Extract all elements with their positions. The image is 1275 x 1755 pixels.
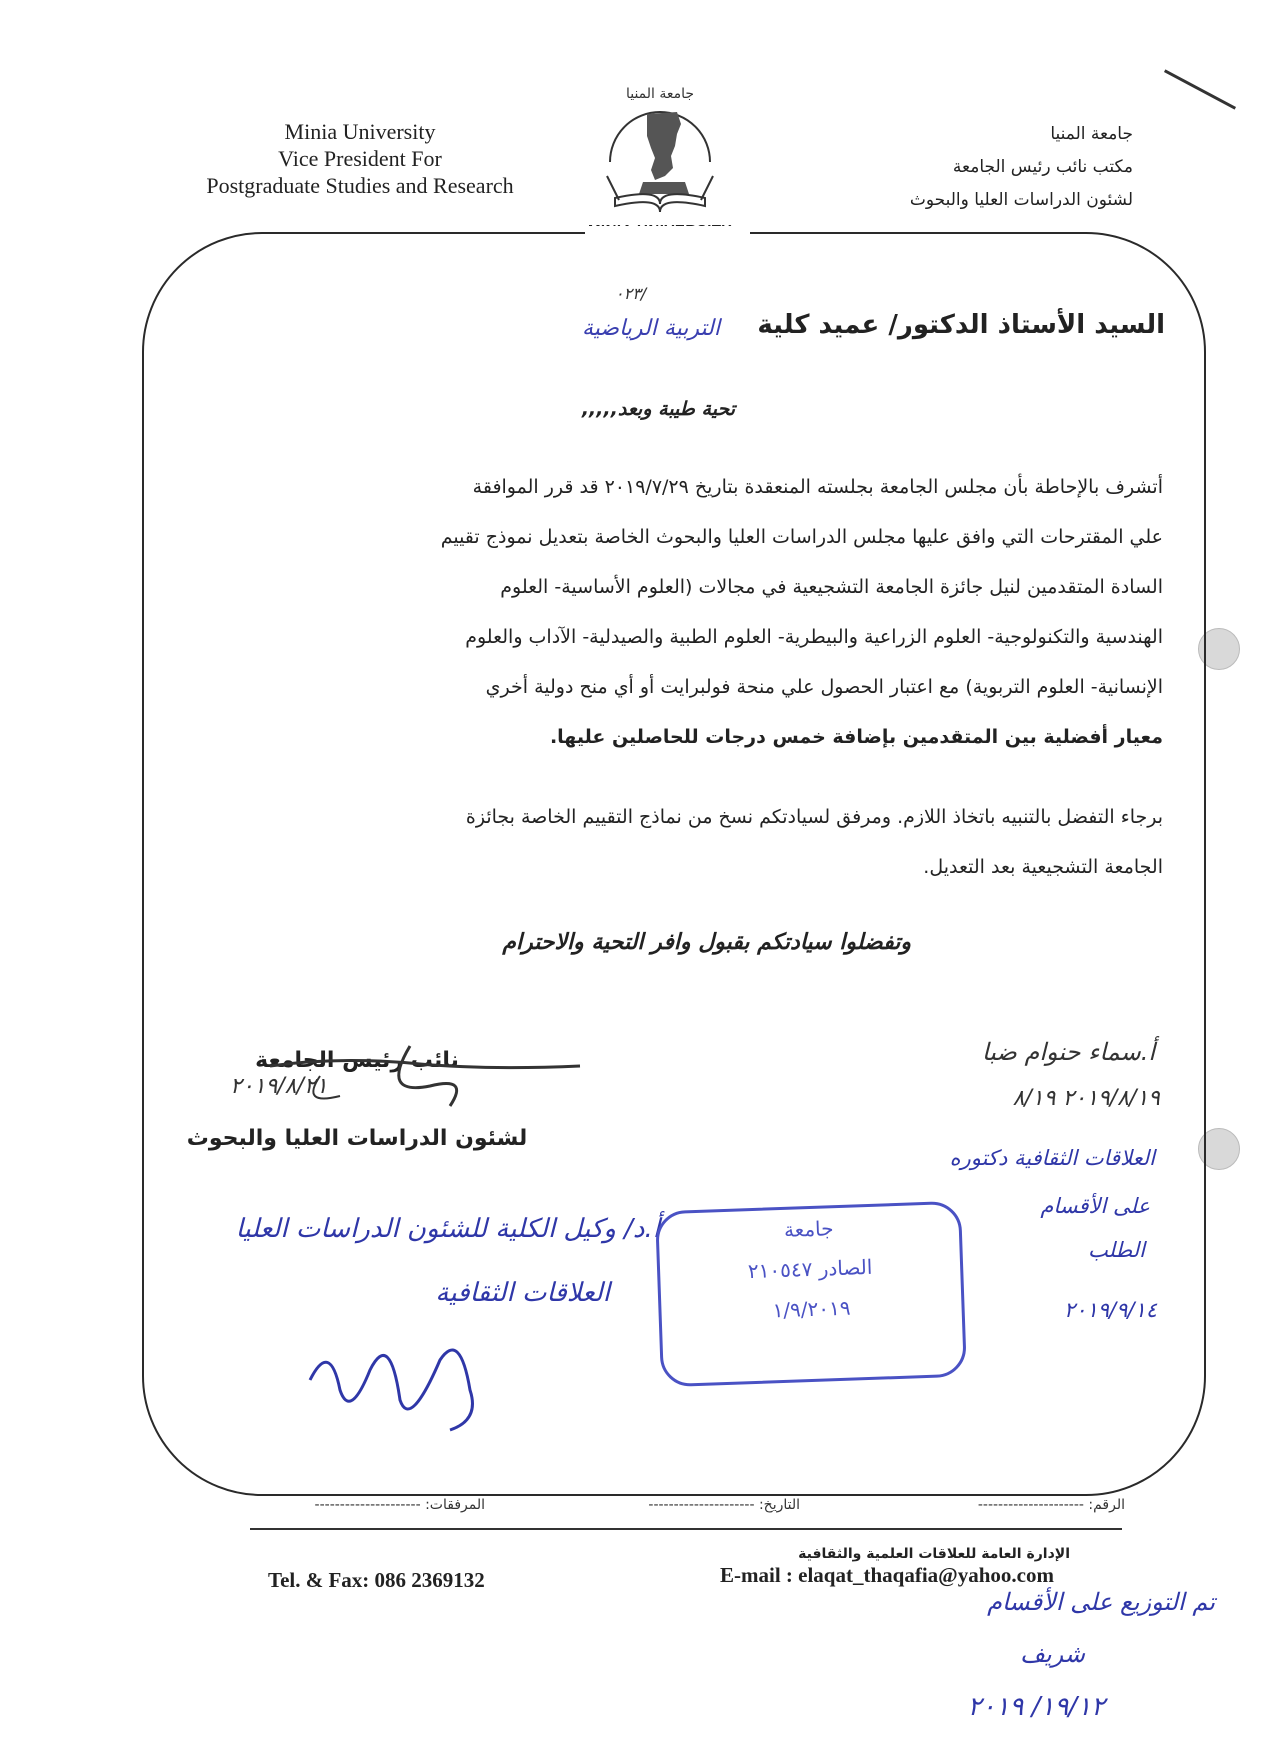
footer-email: E-mail : elaqat_thaqafia@yahoo.com	[720, 1563, 1054, 1587]
stamp-line-2: الصادر ٢١٠٥٤٧	[747, 1254, 873, 1284]
footer-ref: الرقم: ---------------------	[977, 1497, 1125, 1513]
handwritten-signature-dean	[300, 1320, 500, 1440]
hand-note-dates: ٢٠١٩/٨/١٩ ٨/١٩	[1012, 1086, 1160, 1111]
ar-line-3: لشئون الدراسات العليا والبحوث	[909, 190, 1133, 210]
footer-divider	[250, 1528, 1122, 1530]
arabic-letterhead	[793, 118, 1133, 217]
footer-tel-fax: Tel. & Fax: 086 2369132	[268, 1568, 485, 1592]
hand-note-blue-2: على الأقسام	[1040, 1194, 1150, 1218]
hand-note-blue-4: ٢٠١٩/٩/١٤	[1063, 1298, 1157, 1322]
hand-note-recipient: أ.سماء حنوام ضبا	[981, 1038, 1155, 1066]
english-letterhead	[150, 118, 570, 199]
p2-line-2: الجامعة التشجيعية بعد التعديل.	[923, 856, 1163, 878]
hand-note-dean-vice: أ.د/ وكيل الكلية للشئون الدراسات العليا	[235, 1214, 660, 1244]
incoming-stamp	[655, 1201, 967, 1388]
ar-line-1: جامعة المنيا	[1050, 124, 1133, 144]
pencil-mark	[1164, 69, 1236, 109]
hand-note-distributed: تم التوزيع على الأقسام	[987, 1588, 1215, 1616]
salutation: تحية طيبة وبعد,,,,,	[581, 398, 735, 420]
hand-note-cultural-relations: العلاقات الثقافية	[435, 1278, 610, 1308]
signature-date: ٢٠١٩/٨/٢١	[230, 1074, 328, 1099]
stamp-line-3: ١/٩/٢٠١٩	[772, 1295, 851, 1323]
logo-top-text: جامعة المنيا	[625, 86, 695, 102]
hand-note-name: شريف	[1020, 1640, 1085, 1668]
en-line-2: Vice President For	[278, 146, 442, 171]
letter-greeting: السيد الأستاذ الدكتور/ عميد كلية	[757, 310, 1165, 340]
p1-line-3: السادة المتقدمين لنيل جائزة الجامعة التشجيعية في مجالات (العلوم الأساسية- العلوم	[500, 576, 1163, 598]
hand-note-blue-3: الطلب	[1087, 1238, 1145, 1262]
footer-department: الإدارة العامة للعلاقات العلمية والثقافية	[798, 1546, 1070, 1562]
closing-line: وتفضلوا سيادتكم بقبول وافر التحية والاحترام	[502, 930, 911, 955]
university-logo	[585, 72, 735, 247]
hand-note-blue-1: العلاقات الثقافية دكتوره	[949, 1146, 1155, 1170]
ar-line-2: مكتب نائب رئيس الجامعة	[952, 157, 1133, 177]
greeting-handwritten-faculty: التربية الرياضية	[581, 316, 720, 341]
p1-line-1: أتشرف بالإحاطة بأن مجلس الجامعة بجلسته المنعقدة بتاريخ ٢٠١٩/٧/٢٩ قد قرر الموافقة	[472, 476, 1163, 498]
frame-gap	[585, 226, 750, 240]
p1-line-4: الهندسية والتكنولوجية- العلوم الزراعية والبيطرية- العلوم الطبية والصيدلية- الآداب والعلوم	[465, 626, 1163, 648]
stamp-line-1: جامعة	[783, 1216, 834, 1242]
paragraph-1	[313, 462, 1163, 762]
en-line-1: Minia University	[284, 119, 436, 144]
p1-line-5: الإنسانية- العلوم التربوية) مع اعتبار الحصول علي منحة فولبرايت أو أي منح دولية أخري	[485, 676, 1163, 698]
p2-line-1: برجاء التفضل بالتنبيه باتخاذ اللازم. ومرفق لسيادتكم نسخ من نماذج التقييم الخاصة بجائزة	[465, 806, 1163, 828]
signature-title-line-1: نائب رئيس الجامعة	[255, 1048, 459, 1073]
p1-line-6: معيار أفضلية بين المتقدمين بإضافة خمس درجات للحاصلين عليها.	[549, 726, 1163, 748]
signature-title-line-2: لشئون الدراسات العليا والبحوث	[186, 1126, 528, 1151]
footer-attachments: المرفقات: ---------------------	[314, 1497, 485, 1513]
p1-line-2: علي المقترحات التي وافق عليها مجلس الدراسات العليا والبحوث الخاصة بتعديل نموذج تقييم	[440, 526, 1163, 548]
reference-handwriting: ٠٢٣/	[615, 284, 647, 303]
footer-date: التاريخ: ---------------------	[648, 1497, 800, 1513]
paragraph-2	[313, 792, 1163, 892]
hand-note-final-date: ١٩/١٢/ ٢٠١٩	[967, 1692, 1105, 1722]
en-line-3: Postgraduate Studies and Research	[206, 173, 514, 198]
